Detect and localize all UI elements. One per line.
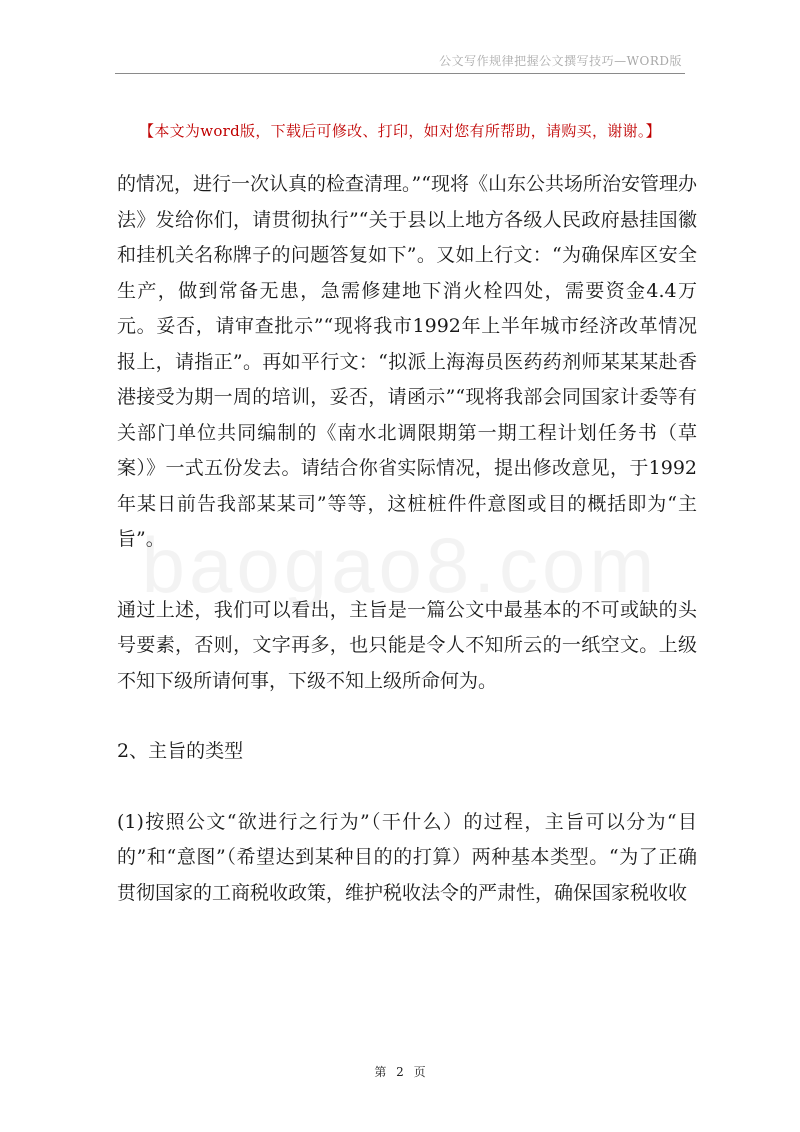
body-paragraph-2: 通过上述，我们可以看出，主旨是一篇公文中最基本的不可或缺的头号要素，否则，文字再多，也只能是令人不知所云的一纸空文。上级不知下级所请何事，下级不知上级所命何为。 [117,598,697,692]
page-label-prefix: 第 [374,1065,387,1079]
paragraph-gap [117,770,697,805]
body-paragraph-3: (1)按照公文“欲进行之行为”（干什么）的过程，主旨可以分为“目的”和“意图”（希望达到某种目的的打算）两种基本类型。“为了正确贯彻国家的工商税收政策，维护税收法令的严肃性，确保国家税收收 [117,810,697,904]
page-label-suffix: 页 [413,1065,426,1079]
page-number: 2 [396,1065,404,1079]
header-divider [115,73,685,74]
download-notice: 【本文为word版，下载后可修改、打印，如对您有所帮助，请购买，谢谢。】 [139,122,661,140]
paragraph-gap [117,699,697,734]
paragraph-gap [117,558,697,593]
page-footer [0,1063,800,1080]
body-paragraph-1: 的情况，进行一次认真的检查清理。”“现将《山东公共场所治安管理办法》发给你们，请贯彻执行”“关于县以上地方各级人民政府悬挂国徽和挂机关名称牌子的问题答复如下”。又如上行文：“为确保库区安全生产，做到常备无患，急需修建地下消火栓四处，需要资金4.4万元。妥否，请审查批示”“现将我市1992年上半年城市经济改革情况报上，请指正”。再如平行文：“拟派上海海员医药药剂师某某某赴香港接受为期一周的培训，妥否，请函示”“现将我部会同国家计委等有关部门单位共同编制的《南水北调限期第一期工程计划任务书（草案）》一式五份发去。请结合你省实际情况，提出修改意见，于1992年某日前告我部某某司”等等，这桩桩件件意图或目的概括即为“主旨”。 [117,173,697,550]
section-heading: 2、主旨的类型 [117,740,244,762]
document-body [117,167,697,911]
page-header-title: 公文写作规律把握公文撰写技巧—WORD版 [439,54,682,68]
